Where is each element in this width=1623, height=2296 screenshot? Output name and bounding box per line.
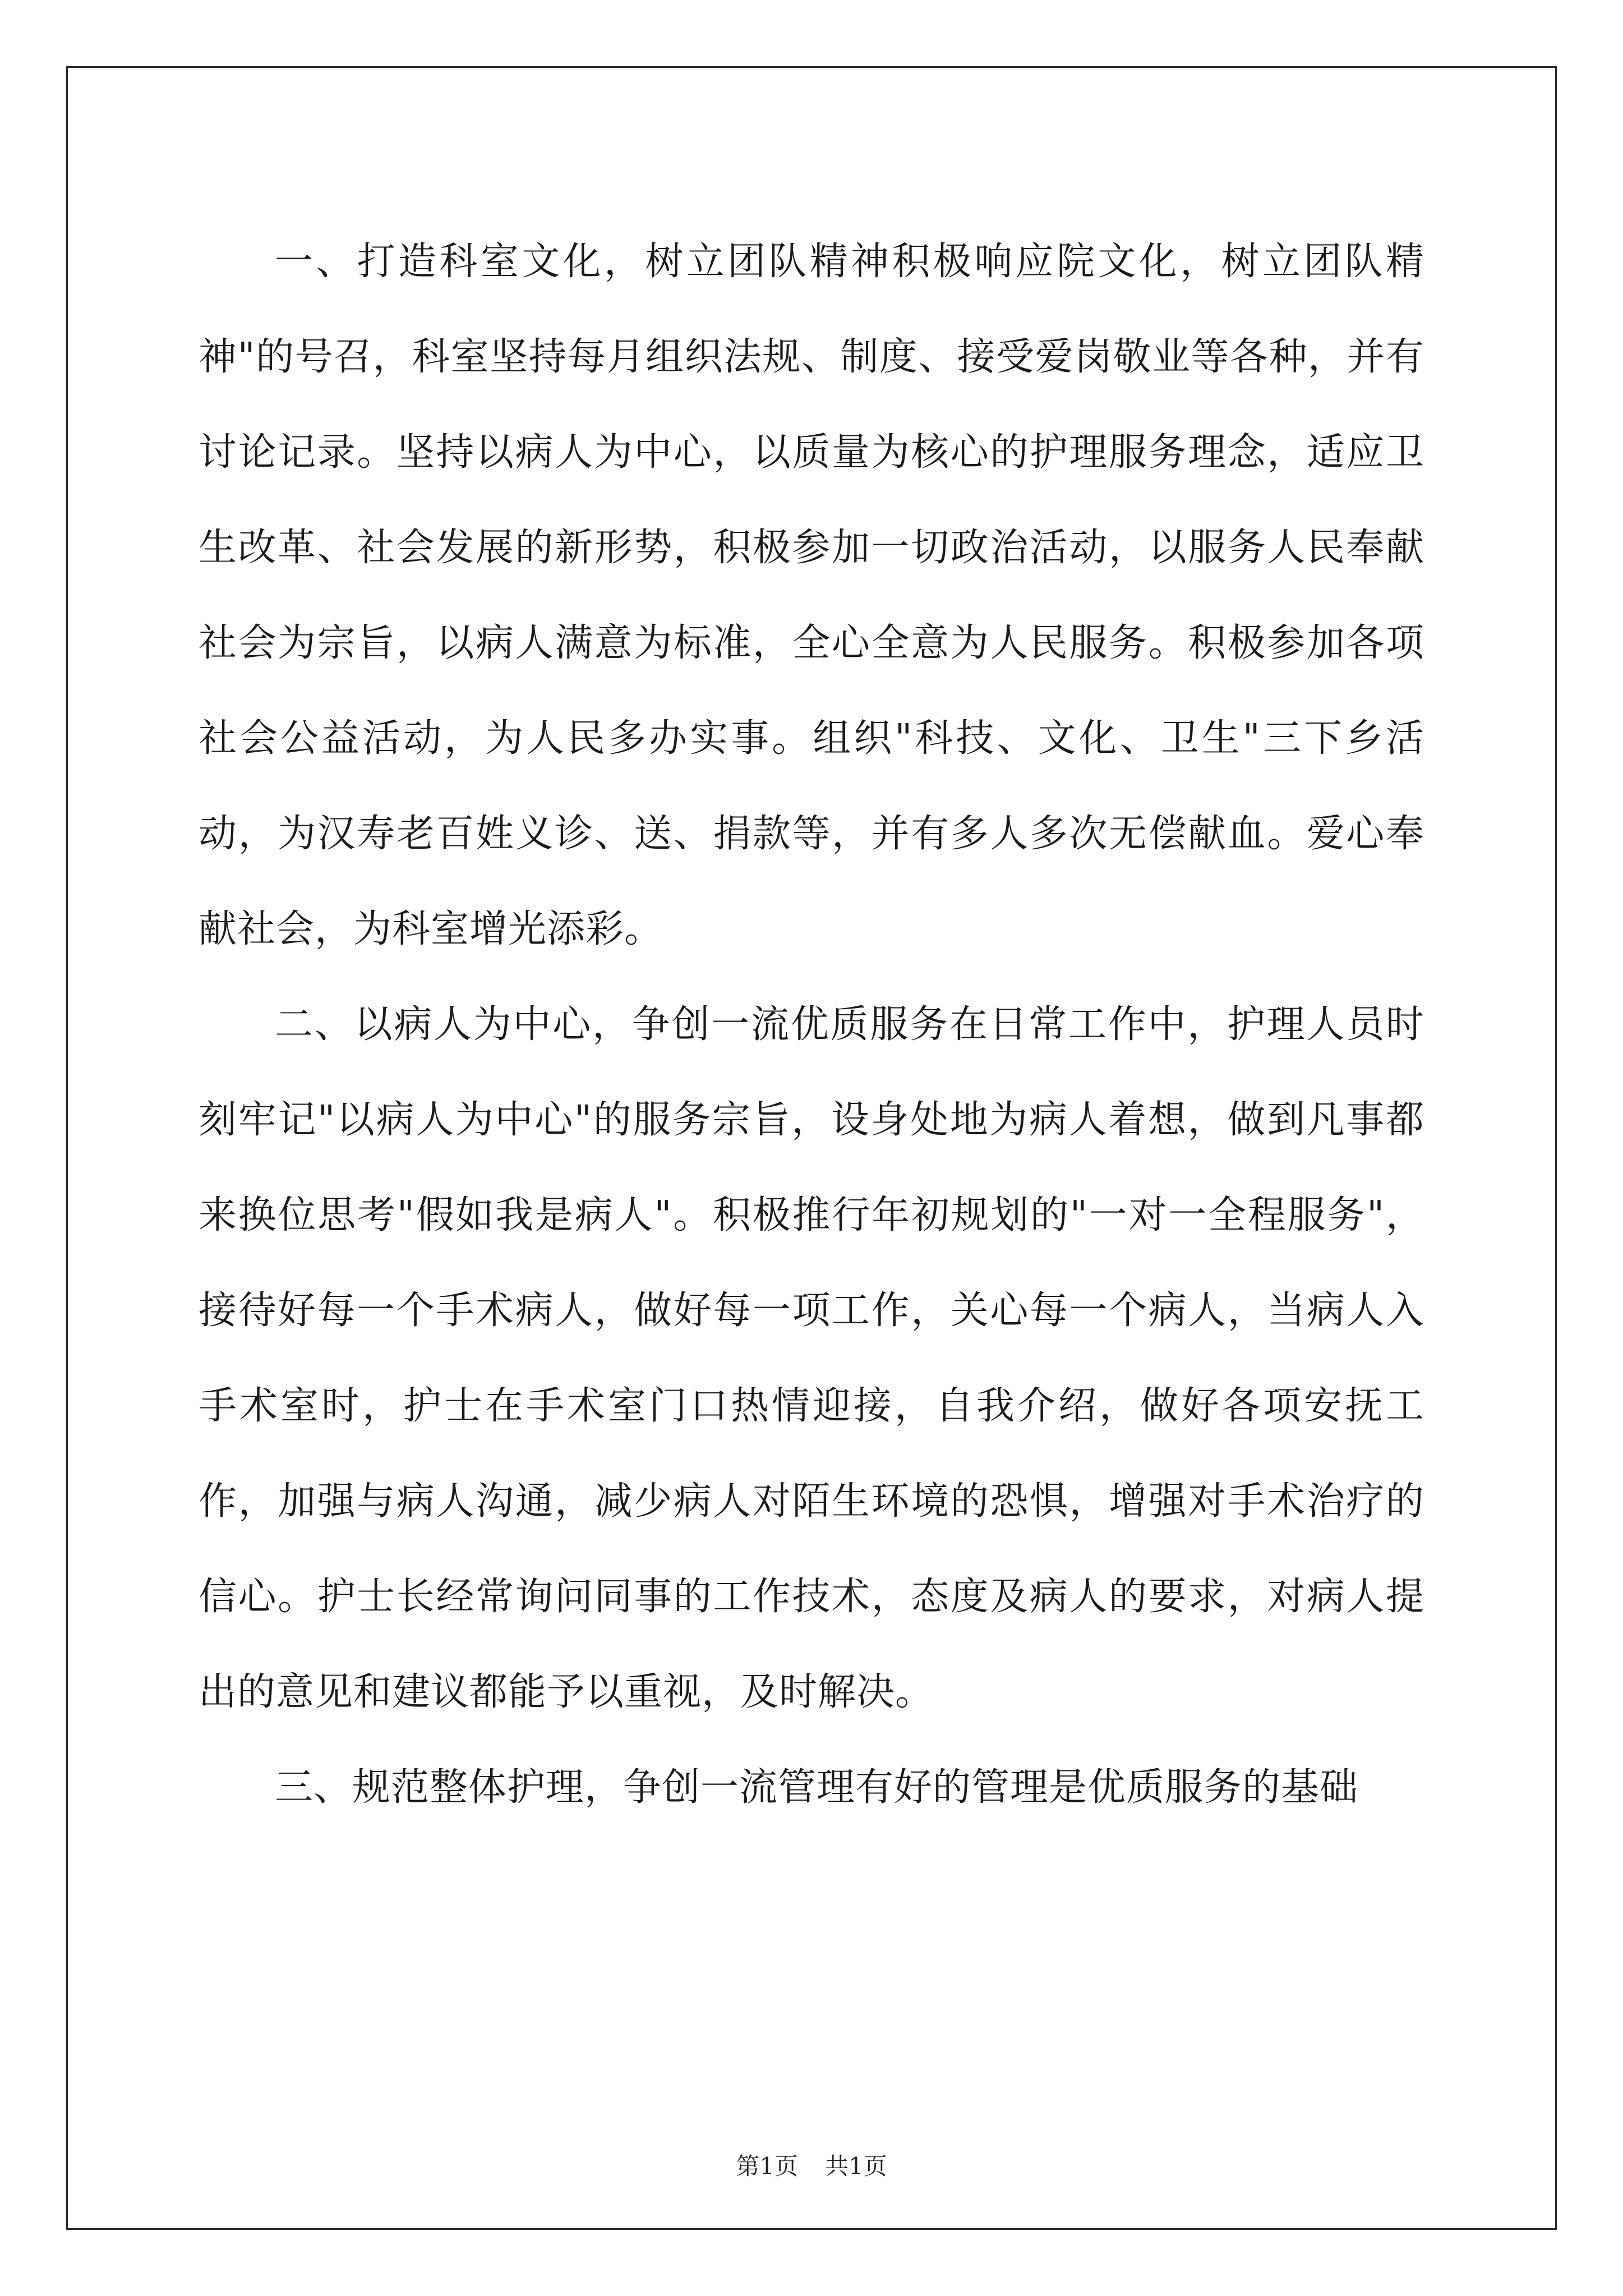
page-footer bbox=[0, 2150, 1623, 2183]
document-body bbox=[199, 214, 1424, 1835]
page-number-current: 第1页 bbox=[736, 2152, 798, 2180]
paragraph-2: 二、以病人为中心，争创一流优质服务在日常工作中，护理人员时刻牢记"以病人为中心"的服务宗旨，设身处地为病人着想，做到凡事都来换位思考"假如我是病人"。积极推行年初规划的"一对一全程服务"，接待好每一个手术病人，做好每一项工作，关心每一个病人，当病人入手术室时，护士在手术室门口热情迎接，自我介绍，做好各项安抚工作，加强与病人沟通，减少病人对陌生环境的恐惧，增强对手术治疗的信心。护士长经常询问同事的工作技术，态度及病人的要求，对病人提出的意见和建议都能予以重视，及时解决。 bbox=[199, 1002, 1424, 1714]
paragraph-1: 一、打造科室文化，树立团队精神积极响应院文化，树立团队精神"的号召，科室坚持每月组织法规、制度、接受爱岗敬业等各种，并有讨论记录。坚持以病人为中心，以质量为核心的护理服务理念，适应卫生改革、社会发展的新形势，积极参加一切政治活动，以服务人民奉献社会为宗旨，以病人满意为标准，全心全意为人民服务。积极参加各项社会公益活动，为人民多办实事。组织"科技、文化、卫生"三下乡活动，为汉寿老百姓义诊、送、捐款等，并有多人多次无偿献血。爱心奉献社会，为科室增光添彩。 bbox=[199, 240, 1424, 951]
paragraph-3: 三、规范整体护理，争创一流管理有好的管理是优质服务的基础 bbox=[275, 1765, 1359, 1810]
page-number-total: 共1页 bbox=[825, 2152, 887, 2180]
